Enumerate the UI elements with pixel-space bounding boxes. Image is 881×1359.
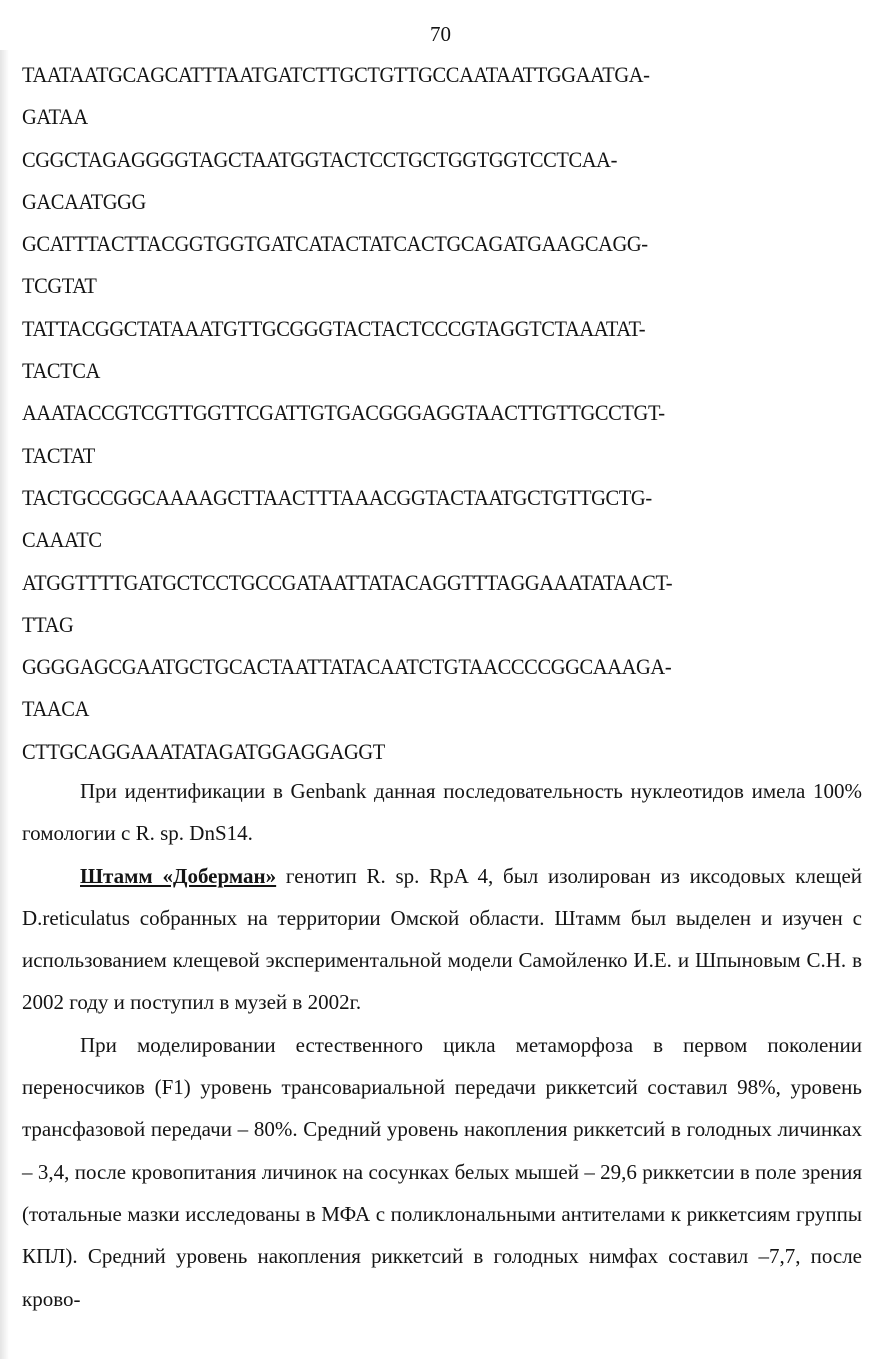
sequence-line: TATTACGGCTATAAATGTTGCGGGTACTACTCCCGTAGGTCTAAATAT- <box>22 315 646 341</box>
sequence-line: TACTCA <box>22 358 100 384</box>
strain-description-text: генотип R. sp. RpA 4, был изолирован из иксодовых клещей D.reticulatus собранных на территории Омской области. Штамм был выделен и изучен с использованием клещевой экспериментальной модели Самойленко И.Е. и Шпыновым С.Н. в 2002 году и поступил в музей в 2002г. <box>22 863 863 1015</box>
sequence-line: TAACA <box>22 696 89 722</box>
sequence-line: GATAA <box>22 104 88 130</box>
body-text <box>22 770 862 1320</box>
sequence-line: CAAATC <box>22 527 102 553</box>
sequence-line: CGGCTAGAGGGGTAGCTAATGGTACTCCTGCTGGTGGTCCTCAA- <box>22 146 618 172</box>
sequence-line: ATGGTTTTGATGCTCCTGCCGATAATTATACAGGTTTAGGAAATATAACT- <box>22 569 673 595</box>
sequence-line: GACAATGGG <box>22 188 146 214</box>
sequence-line: GCATTTACTTACGGTGGTGATCATACTATCACTGCAGATGAAGCAGG- <box>22 231 648 257</box>
strain-name: Штамм «Доберман» <box>80 863 277 888</box>
sequence-line: AAATACCGTCGTTGGTTCGATTGTGACGGGAGGTAACTTGTTGCCTGT- <box>22 400 665 426</box>
scan-edge-shadow <box>0 50 9 1359</box>
metamorphosis-modeling-paragraph: При моделировании естественного цикла метаморфоза в первом поколении переносчиков (F1) уровень трансовариальной передачи риккетсий составил 98%, уровень трансфазовой передачи – 80%. Средний уровень накопления риккетсий в голодных личинках – 3,4, после кровопитания личинок на сосунках белых мышей – 29,6 риккетсии в поле зрения (тотальные мазки исследованы в МФА с поликлональными антителами к риккетсиям группы КПЛ). Средний уровень накопления риккетсий в голодных нимфах составил –7,7, после крово- <box>22 1032 862 1311</box>
sequence-line: TACTAT <box>22 442 95 468</box>
sequence-line: CTTGCAGGAAATATAGATGGAGGAGGT <box>22 738 385 764</box>
sequence-line: TCGTAT <box>22 273 97 299</box>
sequence-line: GGGGAGCGAATGCTGCACTAATTATACAATCTGTAACCCCGGCAAAGA- <box>22 654 672 680</box>
sequence-line: TACTGCCGGCAAAAGCTTAACTTTAAACGGTACTAATGCTGTTGCTG- <box>22 484 652 510</box>
sequence-line: TTAG <box>22 611 74 637</box>
sequence-line: TAATAATGCAGCATTTAATGATCTTGCTGTTGCCAATAATTGGAATGA- <box>22 62 650 87</box>
strain-description-paragraph <box>22 855 862 1024</box>
nucleotide-sequence <box>22 54 872 773</box>
page-number: 70 <box>430 22 451 46</box>
genbank-identification-paragraph: При идентификации в Genbank данная последовательность нуклеотидов имела 100% гомологии с R. sp. DnS14. <box>22 779 862 846</box>
